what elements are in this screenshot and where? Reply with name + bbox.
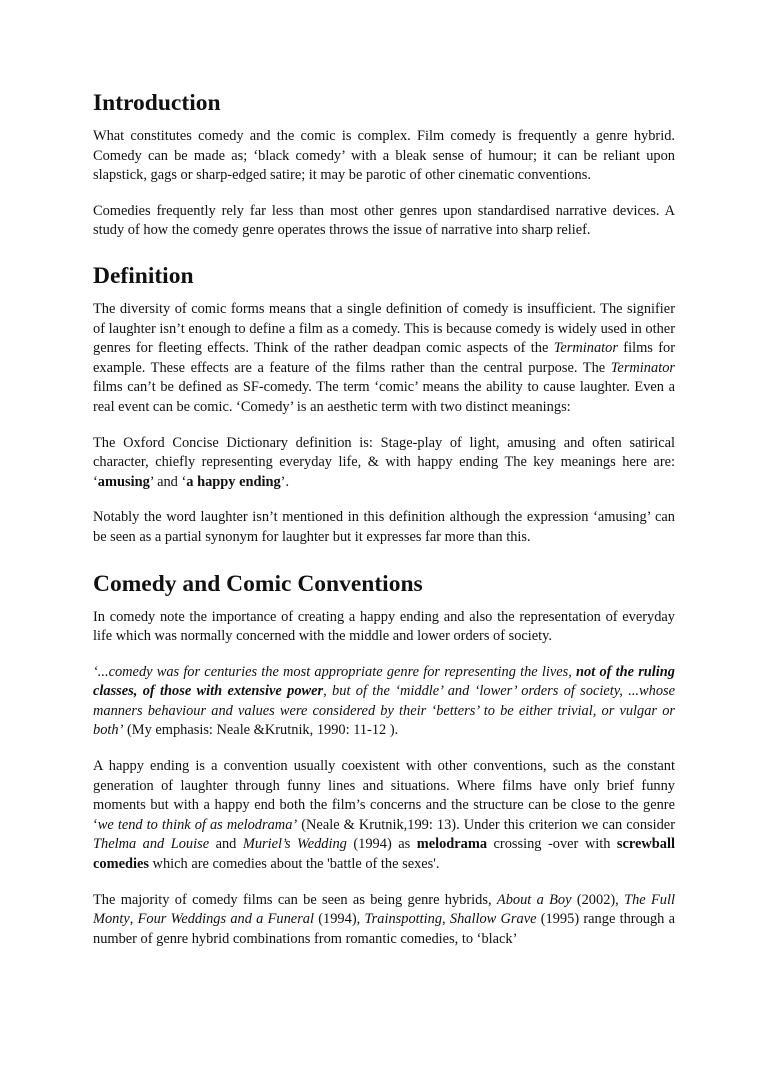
text-span: The diversity of comic forms means that a single definition of comedy is insufficient. The signifier of laughter isn’t enough to define a film as a comedy. This is because comedy is widely used in other genres for fleeting effects. Think of the rather deadpan comic aspects of the [93, 300, 675, 357]
film-title: Terminator [553, 340, 618, 357]
heading-conventions: Comedy and Comic Conventions [93, 570, 423, 597]
section-introduction [93, 88, 675, 241]
heading-introduction: Introduction [93, 90, 221, 116]
heading-definition: Definition [93, 262, 194, 289]
key-term: amusing [97, 473, 150, 490]
text-span: (Neale & Krutnik,199: 13). Under this criterion we can consider [297, 816, 675, 833]
key-term: melodrama [416, 836, 488, 853]
quote-text: , but of the ‘middle’ and ‘lower’ orders of society, ...whose manners behaviour and values were considered by their ‘betters’ to be either trivial, or vulgar or both’ [93, 683, 676, 739]
text-span: films for example. These effects are a feature of the films rather than the central purpose. The [93, 340, 675, 376]
text-span: ’ and ‘ [149, 473, 187, 490]
quote-emphasis: not of the ruling classes, of those with extensive power [93, 663, 676, 700]
quote-inline: we tend to think of as melodrama’ [97, 816, 298, 833]
section-conventions [93, 569, 675, 950]
conventions-paragraph-3 [93, 757, 675, 875]
text-span: and [209, 836, 243, 853]
text-span: which are comedies about the 'battle of the sexes'. [148, 856, 440, 873]
film-title: Muriel’s Wedding [242, 836, 347, 853]
quote-text: ‘...comedy was for centuries the most appropriate genre for representing the lives, [93, 663, 577, 680]
film-title: Four Weddings and a Funeral [137, 911, 314, 928]
text-span: , [442, 911, 450, 928]
definition-paragraph-2 [93, 434, 675, 493]
text-span: The majority of comedy films can be seen as being genre hybrids, [93, 891, 497, 908]
conventions-paragraph-4 [93, 891, 675, 950]
text-span: films can’t be defined as SF-comedy. The term ‘comic’ means the ability to cause laughter. Even a real event can be comic. ‘Comedy’ is an aesthetic term with two distinct meanings: [93, 379, 675, 415]
film-title: Trainspotting [364, 911, 443, 928]
section-definition [93, 261, 675, 548]
conventions-paragraph-1: In comedy note the importance of creating a happy ending and also the representation of everyday life which was normally concerned with the middle and lower orders of society. [93, 608, 675, 645]
text-span: A happy ending is a convention usually coexistent with other conventions, such as the constant generation of laughter through funny lines and situations. Where films have only brief funny moments but with a happy end both the film’s concerns and the structure can be close to the genre ‘ [93, 758, 675, 833]
text-span: , [129, 911, 138, 928]
definition-paragraph-3: Notably the word laughter isn’t mentioned in this definition although the expression ‘amusing’ can be seen as a partial synonym for laughter but it expresses far more than this. [93, 509, 675, 545]
text-span: (1994) as [346, 836, 417, 853]
intro-paragraph-1: What constitutes comedy and the comic is complex. Film comedy is frequently a genre hybrid. Comedy can be made as; ‘black comedy’ with a bleak sense of humour; it can be reliant upon slapstick, gags or sharp-edged satire; it may be parotic of other cinematic conventions. [93, 128, 675, 184]
film-title: The Full Monty [93, 891, 675, 928]
film-title: About a Boy [496, 891, 572, 908]
film-title: Terminator [610, 359, 675, 376]
text-span: The Oxford Concise Dictionary definition is: Stage-play of light, amusing and often satirical character, chiefly representing everyday life, & with happy ending The key meanings here are: ‘ [93, 434, 675, 490]
text-span: (2002), [571, 891, 625, 908]
document-page [93, 88, 675, 965]
film-title: Shallow Grave [449, 911, 537, 928]
intro-paragraph-2: Comedies frequently rely far less than most other genres upon standardised narrative devices. A study of how the comedy genre operates throws the issue of narrative into sharp relief. [93, 202, 675, 239]
text-span: (1995) range through a number of genre hybrid combinations from romantic comedies, to ‘black’ [93, 911, 675, 947]
key-term: a happy ending [186, 473, 281, 490]
definition-paragraph-1 [93, 300, 675, 418]
citation: (My emphasis: Neale &Krutnik, 1990: 11-12 ). [123, 722, 399, 739]
text-span: ’. [280, 473, 290, 490]
quotation-paragraph [93, 663, 675, 741]
film-title: Thelma and Louise [93, 836, 210, 853]
text-span: crossing -over with [487, 836, 617, 853]
key-term: screwball comedies [93, 836, 675, 873]
text-span: (1994), [314, 911, 365, 928]
